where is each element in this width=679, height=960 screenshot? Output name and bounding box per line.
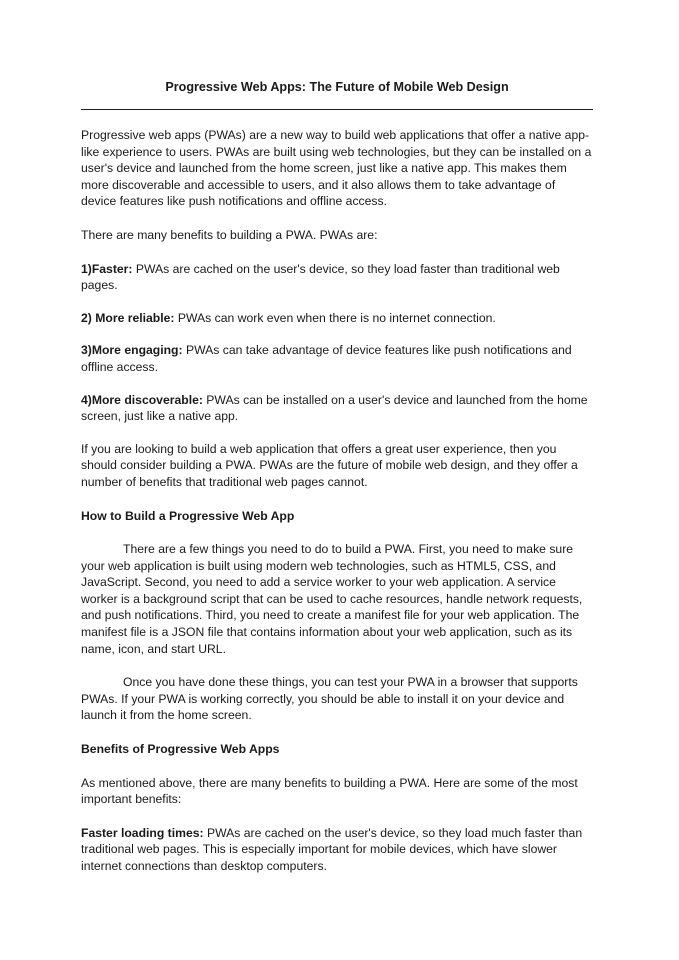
section-heading-benefits: Benefits of Progressive Web Apps [81, 742, 280, 757]
benefits-lead: There are many benefits to building a PWA. PWAs are: [81, 227, 378, 242]
intro-paragraph: Progressive web apps (PWAs) are a new way to build web applications that offer a native app-like experience to users. PWAs are built using web technologies, but they can be installed on a user's device and launched from the home screen, just like a native app. This makes them more discoverable and accessible to users, and it also allows them to take advantage of device features like push notifications and offline access. [81, 128, 592, 209]
benefit-label: Faster loading times: [81, 825, 204, 840]
benefit-label: 4)More discoverable: [81, 392, 203, 407]
document-title: Progressive Web Apps: The Future of Mobile Web Design [81, 79, 593, 110]
section-heading-build: How to Build a Progressive Web App [81, 508, 295, 523]
benefit-item-reliable [81, 310, 593, 327]
benefit-text: PWAs are cached on the user's device, so they load faster than traditional web pages. [81, 261, 560, 293]
benefit-text: PWAs can work even when there is no internet connection. [174, 310, 496, 325]
benefit-text: PWAs are cached on the user's device, so they load much faster than traditional web pages. This is especially important for mobile devices, which have slower internet connections than desktop computers. [81, 825, 583, 873]
benefit-label: 3)More engaging: [81, 343, 183, 358]
build-paragraph-1: There are a few things you need to do to build a PWA. First, you need to make sure your web application is built using modern web technologies, such as HTML5, CSS, and JavaScript. Second, you need to add a service worker to your web application. A service worker is a background script that can be used to cache resources, handle network requests, and push notifications. Third, you need to create a manifest file for your web application. The manifest file is a JSON file that contains information about your web application, such as its name, icon, and start URL. [81, 542, 583, 656]
benefit-label: 2) More reliable: [81, 310, 175, 325]
benefit-item-discoverable [81, 392, 593, 425]
benefit-label: 1)Faster: [81, 261, 133, 276]
benefit-item-loading-times [81, 825, 593, 875]
document-page [81, 79, 593, 875]
conclusion-paragraph: If you are looking to build a web application that offers a great user experience, then you should consider building a PWA. PWAs are the future of mobile web design, and they offer a number of benefits that traditional web pages cannot. [81, 441, 578, 489]
build-paragraph-2: Once you have done these things, you can test your PWA in a browser that supports PWAs. If your PWA is working correctly, you should be able to install it on your device and launch it from the home screen. [81, 675, 578, 723]
benefit-item-engaging [81, 342, 593, 375]
benefits-section-intro: As mentioned above, there are many benefits to building a PWA. Here are some of the most important benefits: [81, 775, 578, 807]
benefit-text: PWAs can be installed on a user's device and launched from the home screen, just like a native app. [81, 392, 588, 424]
benefit-item-faster [81, 261, 593, 294]
benefit-text: PWAs can take advantage of device features like push notifications and offline access. [81, 343, 572, 374]
